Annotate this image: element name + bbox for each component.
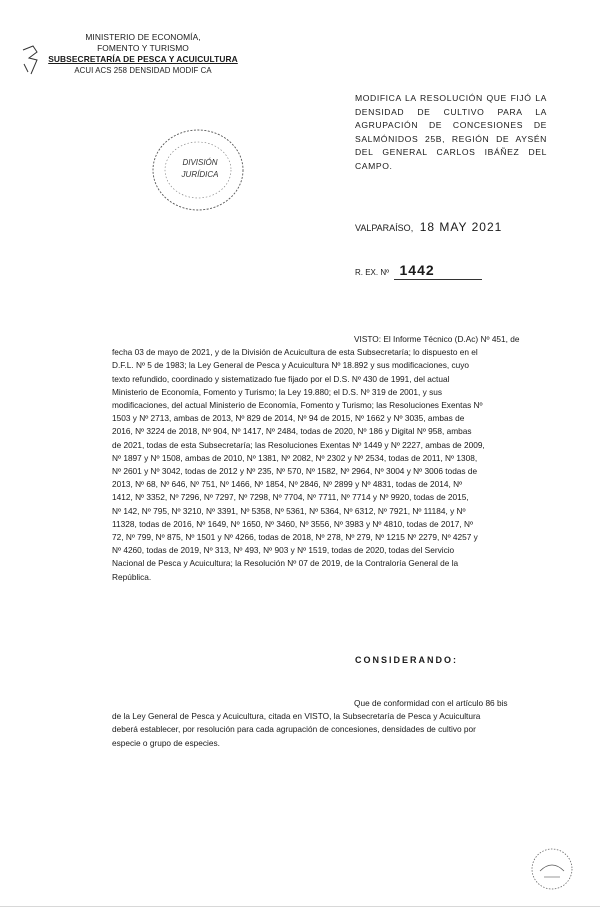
visto-line: Nº 2601 y Nº 3042, todas de 2012 y Nº 235, Nº 570, Nº 1582, Nº 2964, Nº 3004 y Nº 3006 todas de: [112, 466, 478, 477]
visto-line: Nº 1897 y Nº 1508, ambas de 2010, Nº 1381, Nº 2082, Nº 2302 y Nº 2534, todas de 2011, Nº 1308,: [112, 452, 478, 463]
visto-line: Nº 4260, todas de 2019, Nº 313, Nº 493, Nº 903 y Nº 1519, todas de 2020, todas del Servicio: [112, 545, 455, 556]
visto-line: Nº 142, Nº 795, Nº 3210, Nº 3391, Nº 5358, Nº 5361, Nº 5364, Nº 6312, Nº 7921, Nº 11184, y Nº: [112, 505, 466, 516]
resolution-number-line: [355, 262, 555, 280]
visto-line: 2013, Nº 68, Nº 646, Nº 751, Nº 1466, Nº 1854, Nº 2846, Nº 2899 y Nº 4831, todas de 2014, Nº: [112, 479, 463, 490]
visto-line: 72, Nº 799, Nº 875, Nº 1501 y Nº 4266, todas de 2018, Nº 278, Nº 279, Nº 1215 Nº 2279, Nº 4257 y: [112, 532, 478, 543]
bottom-edge-rule: [0, 906, 600, 907]
ministry-line: MINISTERIO DE ECONOMÍA,: [85, 32, 201, 42]
visto-line: 1412, Nº 3352, Nº 7296, Nº 7297, Nº 7298, Nº 7704, Nº 7711, Nº 7714 y Nº 9920, todas de 2015,: [112, 492, 469, 503]
considerando-line: de la Ley General de Pesca y Acuicultura, citada en VISTO, la Subsecretaría de Pesca y Acuicultura: [112, 711, 481, 722]
place-date: [355, 220, 555, 234]
resolution-subject: MODIFICA LA RESOLUCIÓN QUE FIJÓ LA DENSIDAD DE CULTIVO PARA LA AGRUPACIÓN DE CONCESIONES DE SALMÓNIDOS 25B, REGIÓN DE AYSÉN DEL GENERAL CARLOS IBÁÑEZ DEL CAMPO.: [355, 93, 547, 171]
visto-line: 11328, todas de 2016, Nº 1649, Nº 1650, Nº 3460, Nº 3556, Nº 3983 y Nº 4810, todas de 2017, Nº: [112, 518, 474, 529]
visto-line: República.: [112, 571, 152, 582]
bottom-seal: [528, 845, 576, 893]
visto-line: fecha 03 de mayo de 2021, y de la División de Acuicultura de esta Subsecretaría; lo dispuesto en el: [112, 347, 478, 358]
visto-paragraph: [112, 333, 544, 584]
letterhead: [48, 32, 238, 76]
considerando-heading: CONSIDERANDO:: [355, 655, 459, 665]
considerando-line: especie o grupo de especies.: [112, 737, 220, 748]
considerando-paragraph: [112, 697, 544, 750]
considerando-line: deberá establecer, por resolución para cada agrupación de concesiones, densidades de cultivo por: [112, 724, 476, 735]
visto-line: modificaciones, del actual Ministerio de Economía, Fomento y Turismo; las Resoluciones Exentas Nº: [112, 400, 483, 411]
date: 18 MAY 2021: [419, 220, 503, 234]
visto-line: de 2021, todas de esta Subsecretaría; las Resoluciones Exentas Nº 1449 y Nº 2227, ambas de 2009,: [112, 439, 485, 450]
division-juridica-stamp: [148, 120, 248, 220]
visto-line: 1503 y Nº 2713, ambas de 2013, Nº 829 de 2014, Nº 94 de 2015, Nº 1662 y Nº 3035, ambas de: [112, 413, 465, 424]
visto-line: D.F.L. Nº 5 de 1983; la Ley General de Pesca y Acuicultura Nº 18.892 y sus modificaciones, cuyo: [112, 360, 470, 371]
visto-line: Nacional de Pesca y Acuicultura; la Resolución Nº 07 de 2019, de la Contraloría General de la: [112, 558, 459, 569]
stamp-text-division: DIVISIÓN: [182, 158, 218, 167]
place: VALPARAÍSO,: [355, 223, 414, 233]
ministry-line-2: FOMENTO Y TURISMO: [97, 43, 189, 53]
visto-line: texto refundido, coordinado y sistematizado fue fijado por el D.S. Nº 430 de 1991, del actual: [112, 373, 450, 384]
visto-line: 2016, Nº 3224 de 2018, Nº 904, Nº 1417, Nº 2484, todas de 2020, Nº 186 y Digital Nº 958, ambas: [112, 426, 472, 437]
file-reference-line: ACUI ACS 258 DENSIDAD MODIF CA: [74, 66, 212, 75]
resolution-number: 1442: [399, 262, 435, 278]
resolution-label: R. EX. Nº: [355, 268, 390, 277]
subsecretaria-line: SUBSECRETARÍA DE PESCA Y ACUICULTURA: [48, 54, 238, 64]
resolution-number-underline: [394, 262, 482, 280]
visto-line: VISTO: El Informe Técnico (D.Ac) Nº 451, de: [354, 334, 520, 344]
visto-line: Ministerio de Economía, Fomento y Turismo; la Ley 19.880; el D.S. Nº 319 de 2001, y sus: [112, 386, 442, 397]
handwritten-initial-mark: [20, 44, 46, 76]
considerando-line: Que de conformidad con el artículo 86 bis: [354, 698, 508, 708]
stamp-text-juridica: JURÍDICA: [181, 170, 219, 179]
